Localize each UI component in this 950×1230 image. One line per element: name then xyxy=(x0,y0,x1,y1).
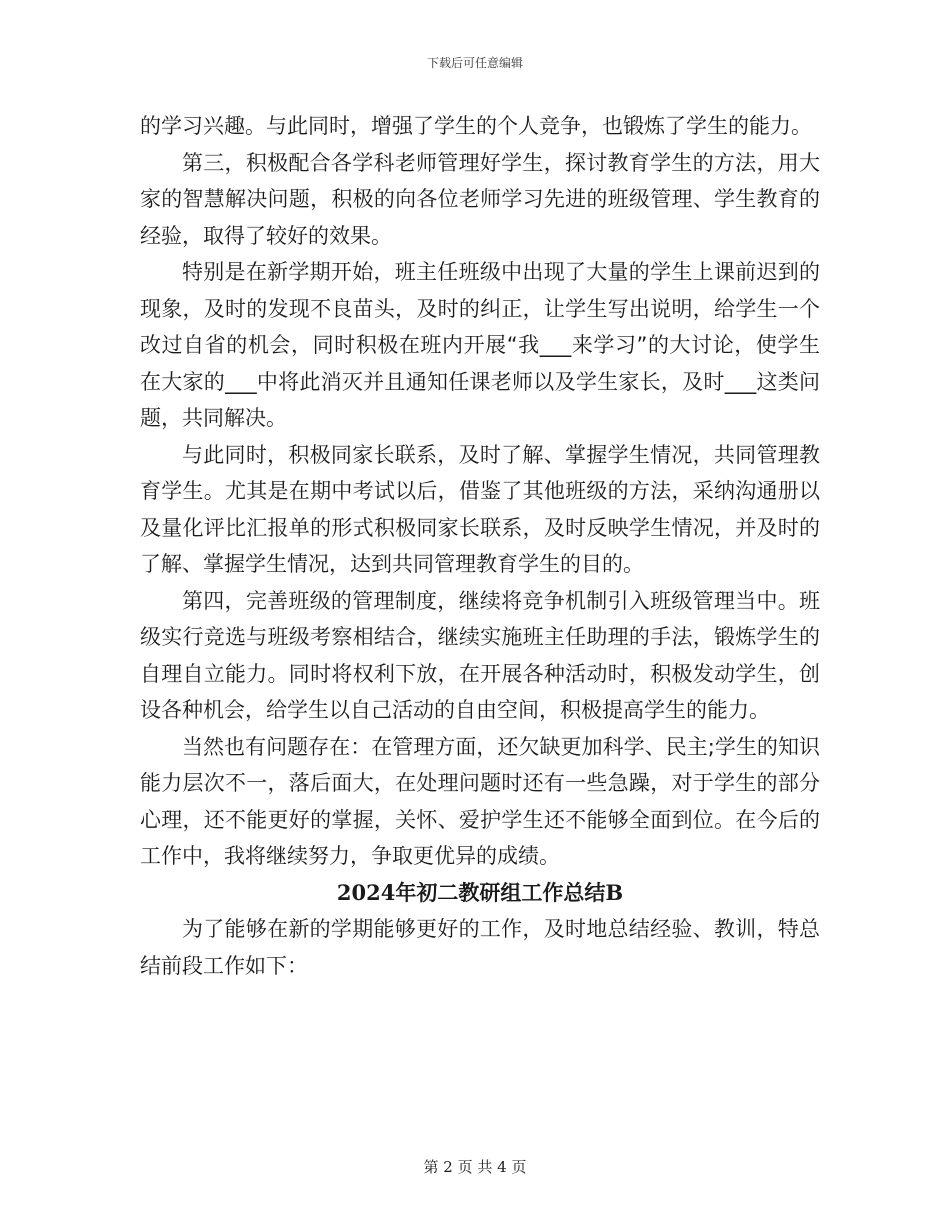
section-title: 2024年初二教研组工作总结B xyxy=(336,879,624,905)
document-body xyxy=(140,108,820,984)
paragraph-new-semester: 特别是在新学期开始，班主任班级中出现了大量的学生上课前迟到的现象，及时的发现不良苗头，及时的纠正，让学生写出说明，给学生一个改过自省的机会，同时积极在班内开展“我___来学习”的大讨论，使学生在大家的___中将此消灭并且通知任课老师以及学生家长，及时___这类问题，共同解决。 xyxy=(140,260,820,430)
paragraph-intro: 为了能够在新的学期能够更好的工作，及时地总结经验、教训，特总结前段工作如下： xyxy=(140,917,820,978)
paragraph-third-point: 第三，积极配合各学科老师管理好学生，探讨教育学生的方法，用大家的智慧解决问题，积极的向各位老师学习先进的班级管理、学生教育的经验，取得了较好的效果。 xyxy=(140,150,820,248)
paragraph-problems: 当然也有问题存在：在管理方面，还欠缺更加科学、民主;学生的知识能力层次不一，落后面大，在处理问题时还有一些急躁，对于学生的部分心理，还不能更好的掌握，关怀、爱护学生还不能够全面到位。在今后的工作中，我将继续努力，争取更优异的成绩。 xyxy=(140,734,820,868)
header-note: 下载后可任意编辑 xyxy=(426,56,523,70)
paragraph-continuation: 的学习兴趣。与此同时，增强了学生的个人竞争，也锻炼了学生的能力。 xyxy=(140,114,812,138)
paragraph-fourth-point: 第四，完善班级的管理制度，继续将竞争机制引入班级管理当中。班级实行竞选与班级考察相结合，继续实施班主任助理的手法，锻炼学生的自理自立能力。同时将权利下放，在开展各种活动时，积极发动学生，创设各种机会，给学生以自己活动的自由空间，积极提高学生的能力。 xyxy=(140,588,820,722)
paragraph-parent-contact: 与此同时，积极同家长联系，及时了解、掌握学生情况，共同管理教育学生。尤其是在期中考试以后，借鉴了其他班级的方法，采纳沟通册以及量化评比汇报单的形式积极同家长联系，及时反映学生情况，并及时的了解、掌握学生情况，达到共同管理教育学生的目的。 xyxy=(140,442,820,576)
page-number: 第 2 页 共 4 页 xyxy=(423,1158,527,1176)
